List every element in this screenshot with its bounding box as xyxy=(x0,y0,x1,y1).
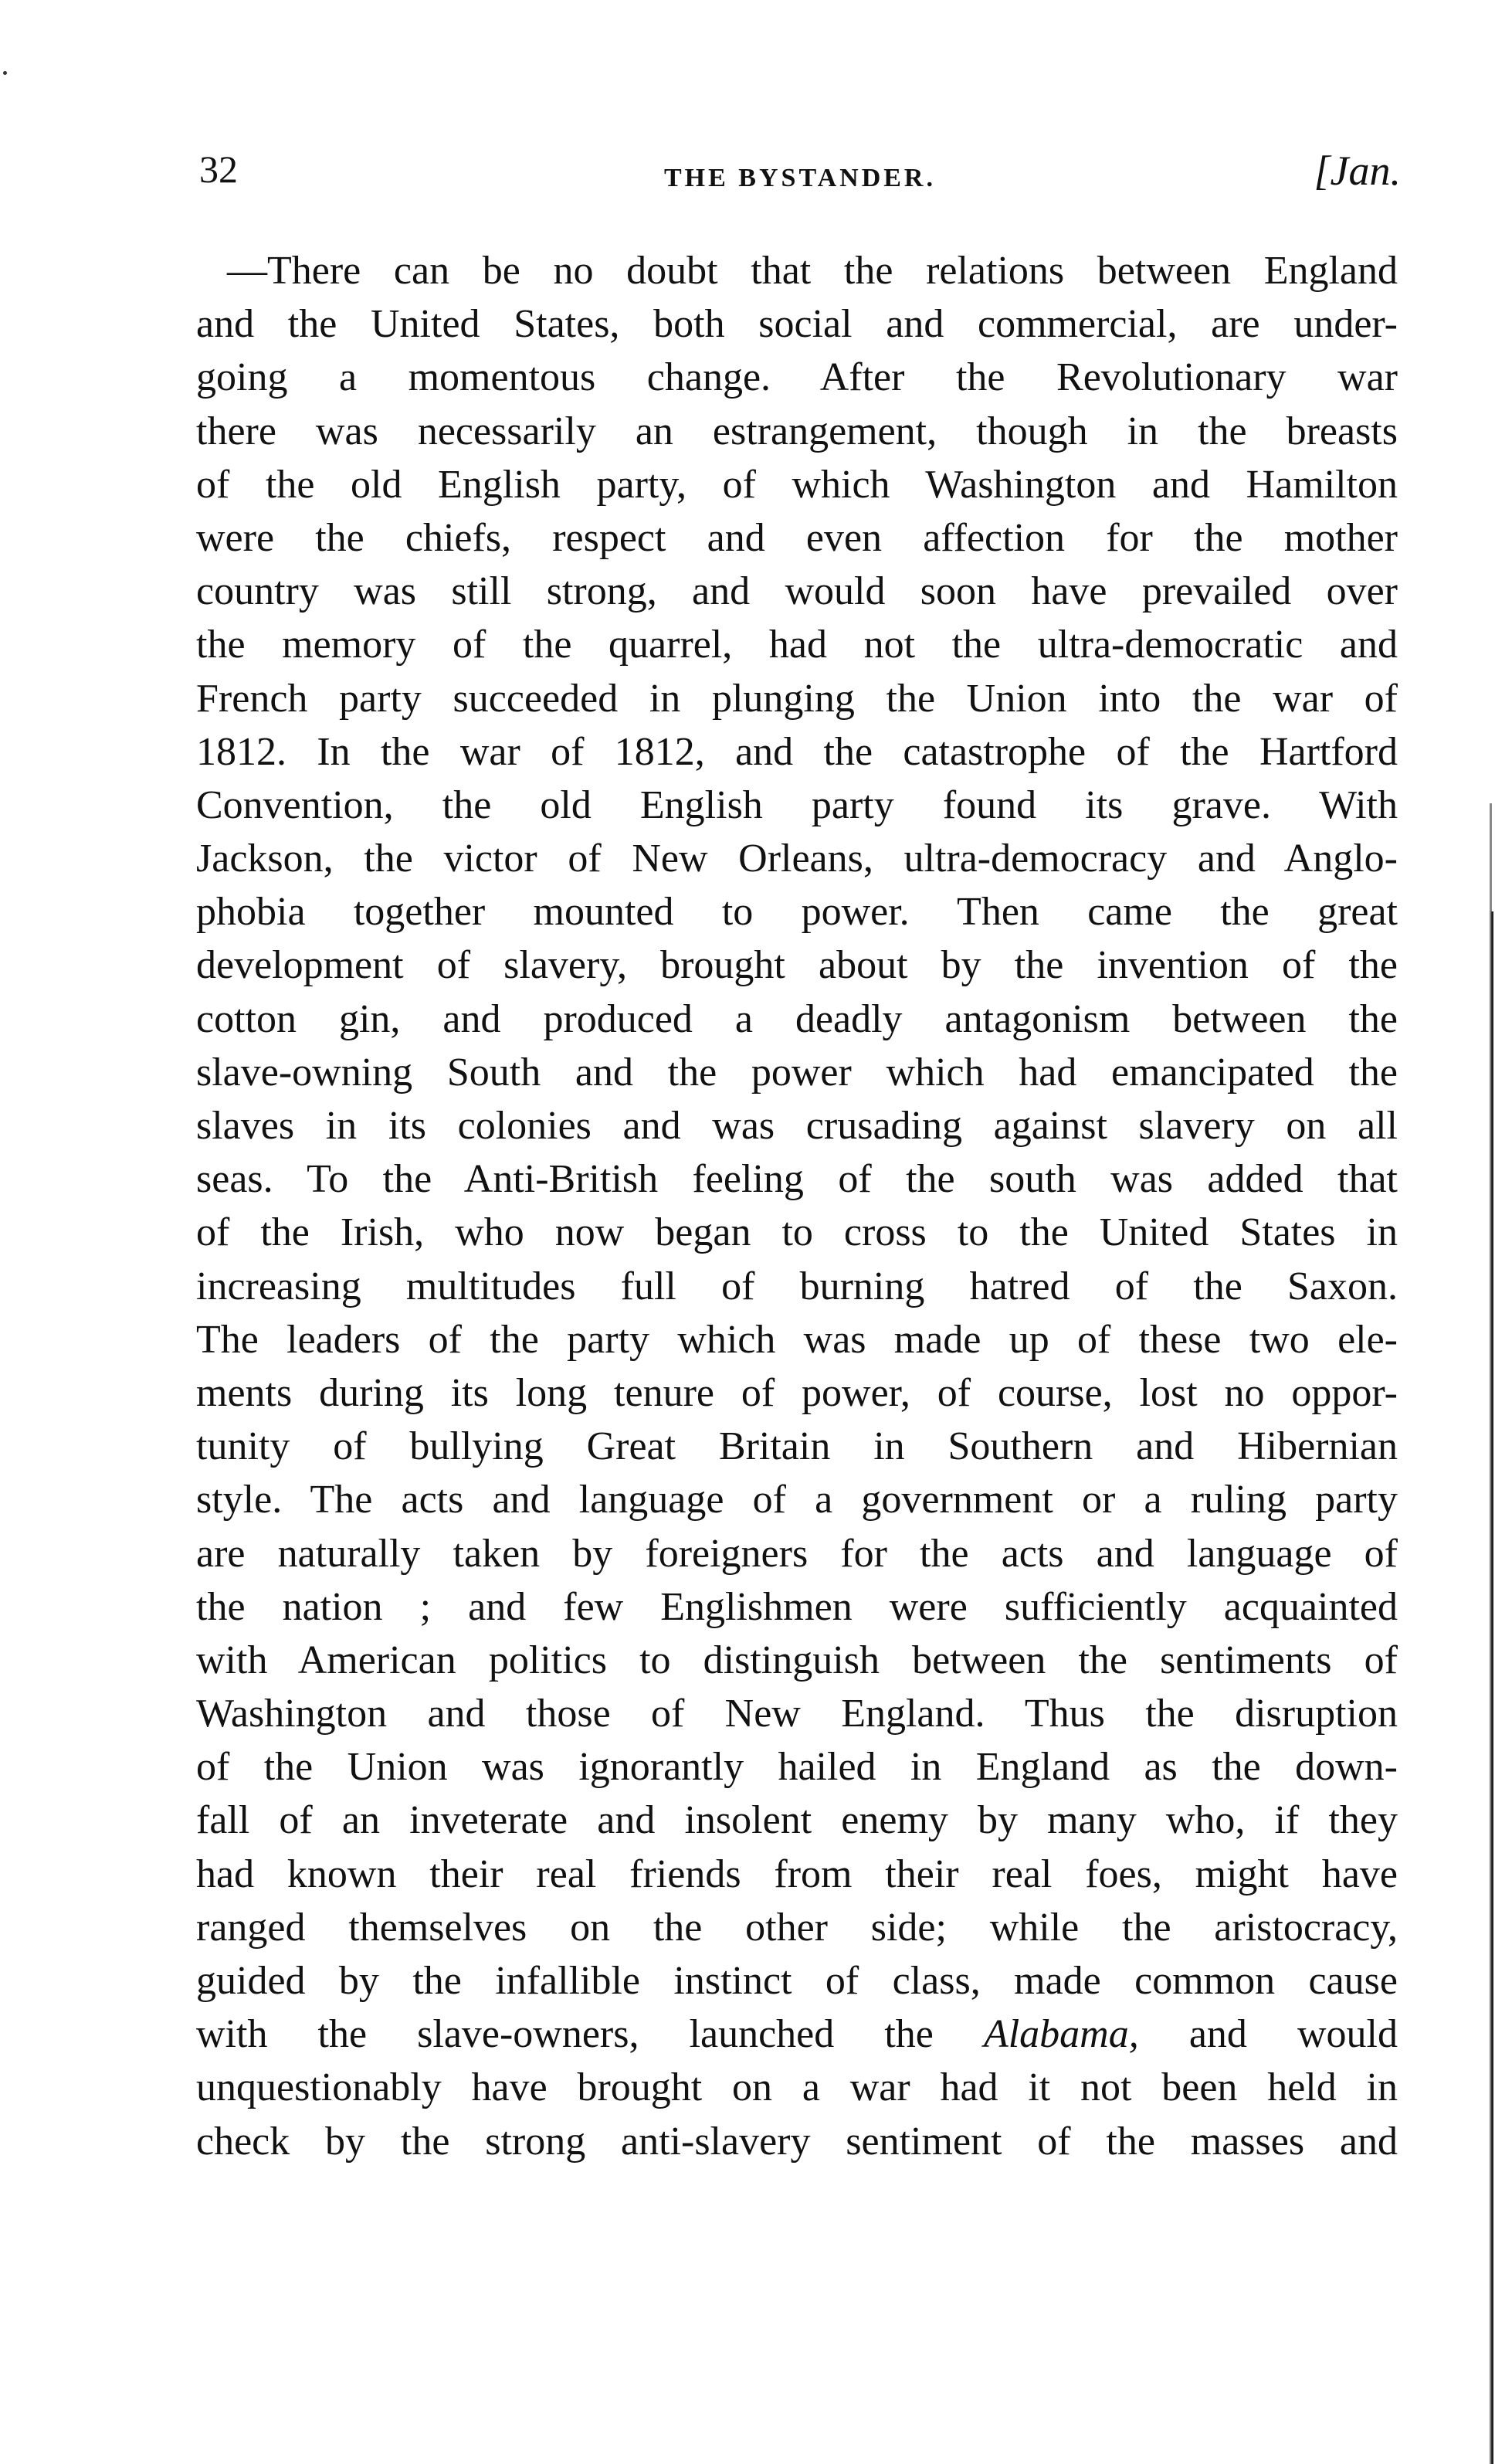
text-line: tunity of bullying Great Britain in Southern and Hibernian xyxy=(196,1424,1398,1469)
text-line: The leaders of the party which was made up of these two ele- xyxy=(196,1317,1398,1362)
text-line: style. The acts and language of a government or a ruling party xyxy=(196,1478,1398,1522)
text-line xyxy=(196,2008,1398,2061)
text-line: Washington and those of New England. Thus the disruption xyxy=(196,1692,1398,1736)
italic-ship-name: Alabama, xyxy=(983,2012,1139,2057)
text-line: French party succeeded in plunging the Union into the war of xyxy=(196,676,1398,721)
text-line: guided by the infallible instinct of class, made common cause xyxy=(196,1959,1398,2003)
text-line: and the United States, both social and commercial, are under- xyxy=(196,302,1398,347)
text-line: 1812. In the war of 1812, and the catastrophe of the Hartford xyxy=(196,729,1398,774)
binding-edge xyxy=(1489,911,1493,2464)
text-line: with American politics to distinguish between the sentiments of xyxy=(196,1638,1398,1682)
text-line: —There can be no doubt that the relations between England xyxy=(227,249,1398,293)
text-line: going a momentous change. After the Revolutionary war xyxy=(196,355,1398,400)
text-line: of the Union was ignorantly hailed in England as the down- xyxy=(196,1745,1398,1790)
text-line: there was necessarily an estrangement, though in the breasts xyxy=(196,409,1398,453)
page-header xyxy=(199,147,1401,209)
text-line: increasing multitudes full of burning hatred of the Saxon. xyxy=(196,1264,1398,1308)
text-line: the nation ; and few Englishmen were sufficiently acquainted xyxy=(196,1584,1398,1629)
text-line: Convention, the old English party found its grave. With xyxy=(196,782,1398,827)
text-segment: with the slave-owners, launched the xyxy=(196,2012,984,2057)
text-line: development of slavery, brought about by the invention of the xyxy=(196,943,1398,988)
text-line: are naturally taken by foreigners for the acts and language of xyxy=(196,1531,1398,1576)
text-line: country was still strong, and would soon have prevailed over xyxy=(196,569,1398,614)
text-line: had known their real friends from their real foes, might have xyxy=(196,1851,1398,1896)
text-line: of the Irish, who now began to cross to the United States in xyxy=(196,1210,1398,1255)
binding-edge-shadow xyxy=(1490,803,1492,911)
text-line: were the chiefs, respect and even affection for the mother xyxy=(196,515,1398,560)
text-segment: and would xyxy=(1138,2012,1398,2057)
text-line: ranged themselves on the other side; while the aristocracy, xyxy=(196,1905,1398,1950)
page-number: 32 xyxy=(199,148,238,191)
ink-speck xyxy=(3,71,7,75)
text-line: check by the strong anti-slavery sentiment of the masses and xyxy=(196,2119,1398,2164)
body-paragraph xyxy=(196,244,1398,2168)
text-line: Jackson, the victor of New Orleans, ultra-democracy and Anglo- xyxy=(196,837,1398,881)
text-line: the memory of the quarrel, had not the ultra-democratic and xyxy=(196,623,1398,667)
text-line: seas. To the Anti-British feeling of the south was added that xyxy=(196,1157,1398,1202)
text-line: slaves in its colonies and was crusading against slavery on all xyxy=(196,1104,1398,1148)
text-line: phobia together mounted to power. Then came the great xyxy=(196,890,1398,935)
running-title: THE BYSTANDER. xyxy=(664,164,936,192)
text-line: cotton gin, and produced a deadly antagonism between the xyxy=(196,996,1398,1041)
text-line: ments during its long tenure of power, of course, lost no oppor- xyxy=(196,1370,1398,1415)
running-month: [Jan. xyxy=(1314,148,1401,194)
text-line: fall of an inveterate and insolent enemy by many who, if they xyxy=(196,1798,1398,1843)
text-line: unquestionably have brought on a war had it not been held in xyxy=(196,2065,1398,2110)
text-line: of the old English party, of which Washington and Hamilton xyxy=(196,462,1398,507)
text-line: slave-owning South and the power which had emancipated the xyxy=(196,1050,1398,1095)
